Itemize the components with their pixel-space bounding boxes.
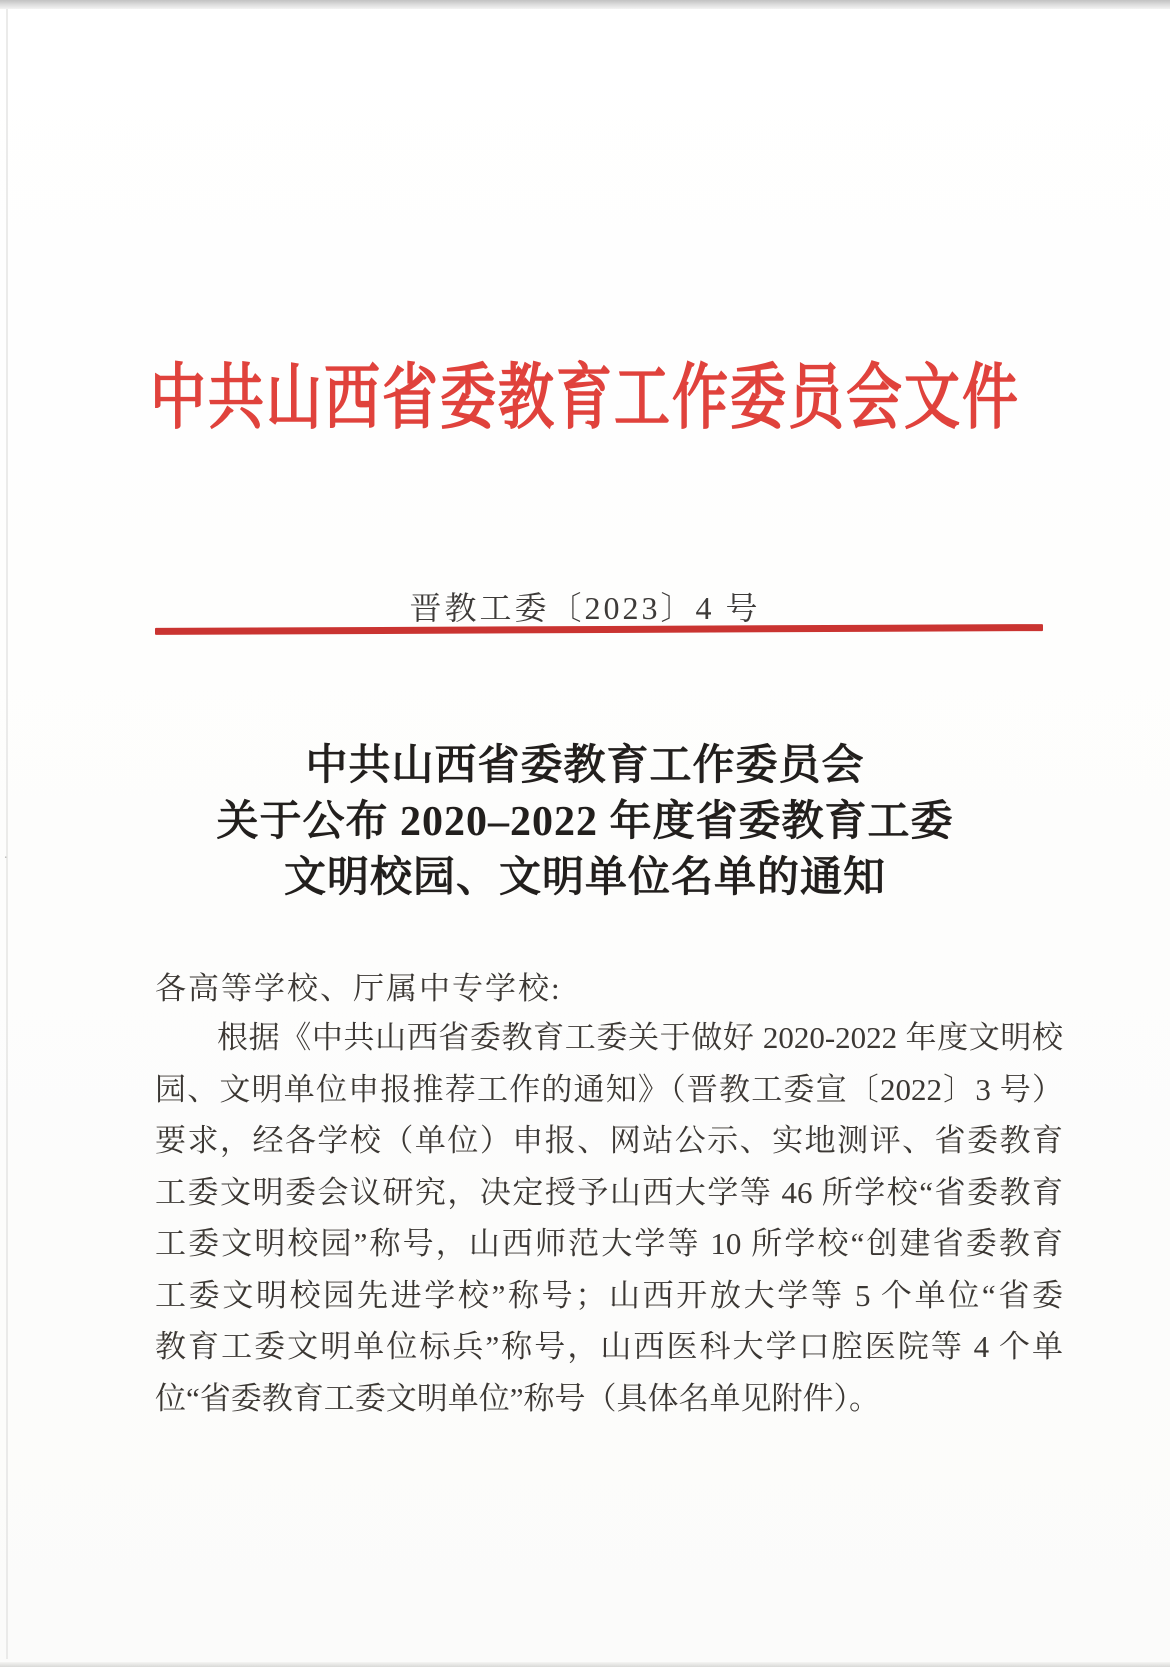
document-title-line-1: 中共山西省委教育工作委员会: [305, 743, 865, 789]
scan-smudge-artifact: .: [4, 847, 8, 862]
body-line-8: 位“省委教育工委文明单位”称号（具体名单见附件）。: [155, 1380, 881, 1416]
scan-bottom-edge-artifact: [0, 1662, 1170, 1667]
body-line-3: 要求，经各学校（单位）申报、网站公示、实地测评、省委教育: [155, 1123, 1063, 1158]
body-paragraph: [155, 1012, 1063, 1424]
salutation-line: 各高等学校、厅属中专学校:: [155, 971, 562, 1006]
body-line-1: 根据《中共山西省委教育工委关于做好 2020-2022 年度文明校: [217, 1020, 1063, 1055]
document-title-line-3: 文明校园、文明单位名单的通知: [283, 855, 886, 901]
scan-left-edge-artifact: [6, 9, 8, 1659]
body-line-7: 教育工委文明单位标兵”称号，山西医科大学口腔医院等 4 个单: [155, 1329, 1063, 1364]
body-line-2: 园、文明单位申报推荐工作的通知》（晋教工委宣〔2022〕3 号）: [155, 1071, 1063, 1107]
document-title: [85, 738, 1085, 906]
document-title-line-2: 关于公布 2020–2022 年度省委教育工委: [216, 799, 954, 845]
body-line-6: 工委文明校园先进学校”称号；山西开放大学等 5 个单位“省委: [155, 1277, 1063, 1313]
body-line-5: 工委文明校园”称号，山西师范大学等 10 所学校“创建省委教育: [155, 1226, 1063, 1261]
body-line-4: 工委文明委会议研究，决定授予山西大学等 46 所学校“省委教育: [155, 1174, 1063, 1210]
document-number: 晋教工委〔2023〕4 号: [409, 590, 761, 626]
masthead-red-title: 中共山西省委教育工作委员会文件: [150, 359, 1020, 439]
scan-top-edge-artifact: [0, 0, 1170, 9]
